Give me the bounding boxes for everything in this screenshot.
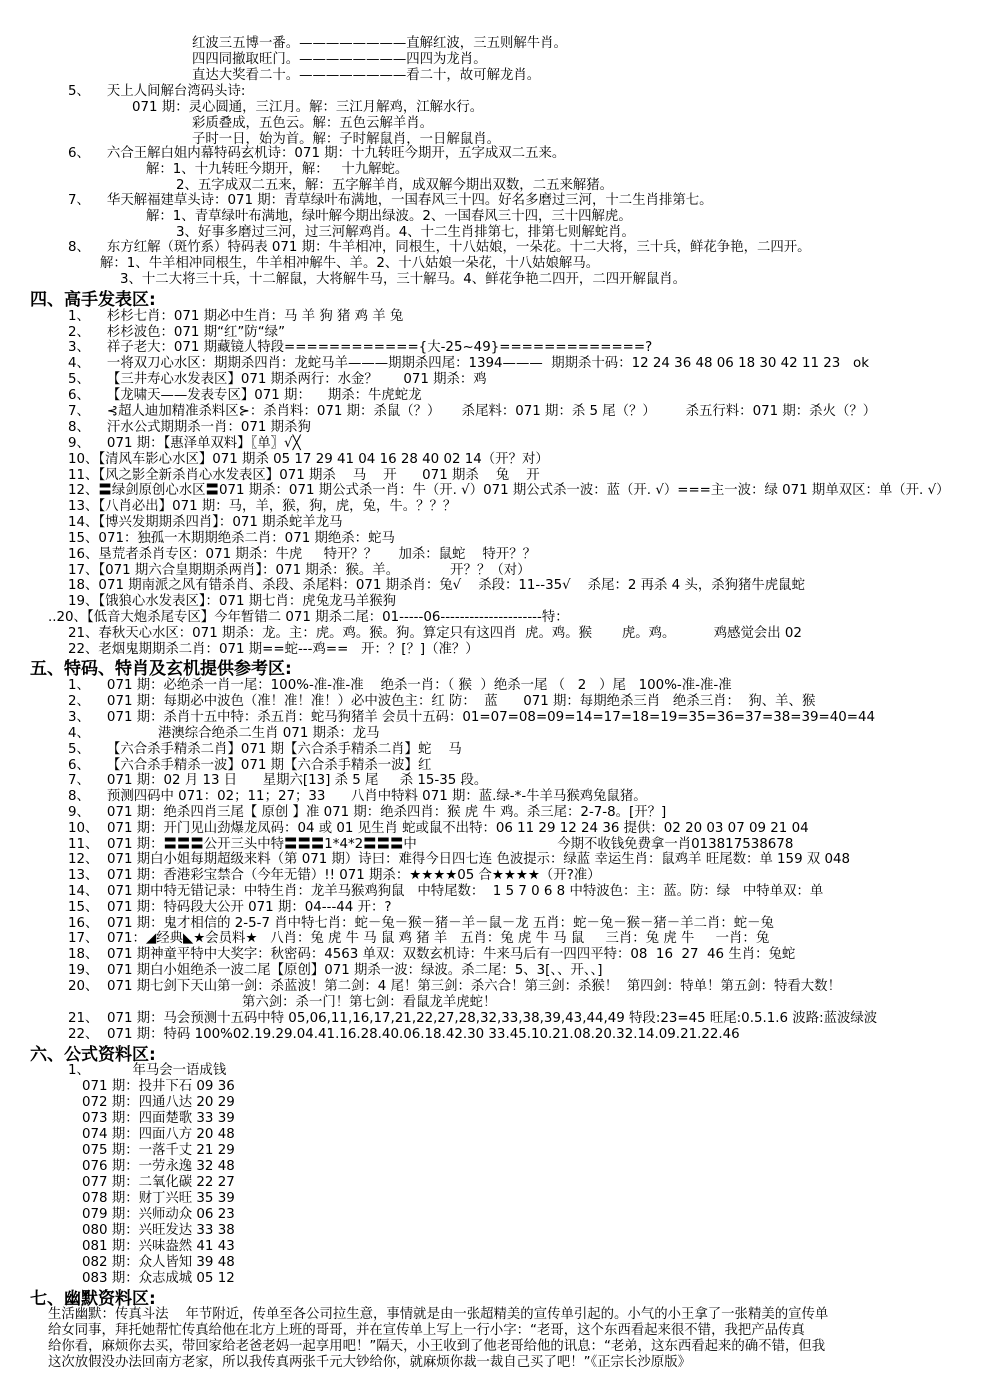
- text-line: 19、 071 期白小姐绝杀一波二尾【原创】071 期杀一波：绿波。杀二尾：5、3[、、开、、]: [68, 963, 603, 978]
- text-line: 3、好事多磨过三河，过三河解鸡肖。4、十二生肖排第七，排第七则解蛇肖。: [176, 225, 635, 240]
- text-line: 5、 【六合杀手精杀二肖】071 期【六合杀手精杀二肖】蛇 马: [68, 742, 462, 757]
- text-line: ..20、【低音大炮杀尾专区】今年暂错二 071 期杀二尾：01-----06---------------------特：: [48, 610, 569, 625]
- text-line: 075 期：一落千丈 21 29: [82, 1143, 235, 1158]
- text-line: 8、 东方红解（斑竹系）特码表 071 期：牛羊相冲，同根生，十八姑娘，一朵花。十二大将，三十兵，鲜花争艳，二四开。: [68, 240, 811, 255]
- text-line: 22、 071 期：特码 100%02.19.29.04.41.16.28.40.06.18.42.30 33.45.10.21.08.20.32.14.09.21.22.46: [68, 1027, 740, 1042]
- text-line: 3、 071 期：杀肖十五中特：杀五肖：蛇马狗猪羊 会员十五码：01=07=08=09=14=17=18=19=35=36=37=38=39=40=44: [68, 710, 876, 725]
- text-line: 2、 071 期：每期必中波色（准！准！准！）必中波色主：红 防： 蓝 071 期：每期绝杀三肖 绝杀三肖： 狗、羊、猴: [68, 694, 816, 709]
- text-line: 直达大奖看二十。————————看二十，故可解龙肖。: [192, 68, 541, 83]
- section-heading: 七、幽默资料区:: [30, 1289, 156, 1309]
- text-line: 079 期：兴师动众 06 23: [82, 1207, 235, 1222]
- section-heading: 五、特码、特肖及玄机提供参考区:: [30, 659, 292, 679]
- text-line: 074 期：四面八方 20 48: [82, 1127, 235, 1142]
- text-line: 15、 071 期：特码段大公开 071 期：04---44 开：?: [68, 900, 392, 915]
- text-line: 082 期：众人皆知 39 48: [82, 1255, 235, 1270]
- text-line: 3、 祥子老大：071 期藏镜人特段============{大-25~49}=============?: [68, 340, 653, 355]
- text-line: 4、 港澳综合绝杀二生肖 071 期杀：龙马: [68, 726, 380, 741]
- text-line: 10、【清风车影心水区】071 期杀 05 17 29 41 04 16 28 40 02 14（开？对）: [68, 452, 549, 467]
- text-line: 12、 071 期白小姐每期超级来料（第 071 期）诗曰：难得今日四七连 色波提示：绿蓝 幸运生肖：鼠鸡羊 旺尾数：单 159 双 048: [68, 852, 851, 867]
- text-line: 6、 六合王解白姐内幕特码玄机诗：071 期：十九转旺今期开，五字成双二五来。: [68, 146, 566, 161]
- text-line: 7、 华天解福建草头诗：071 期：青草绿叶布满地，一国春风三十四。好名多磨过三河，十二生肖排第七。: [68, 193, 713, 208]
- text-line: 4、 一将双刀心水区：期期杀四肖：龙蛇马羊———期期杀四尾：1394——— 期期杀十码：12 24 36 48 06 18 30 42 11 23 ok: [68, 356, 870, 371]
- text-line: 21、 071 期：马会预测十五码中特 05,06,11,16,17,21,22,27,28,32,33,38,39,43,44,49 特段:23=45 旺尾:0.5.1.6 波路:蓝波绿波: [68, 1011, 878, 1026]
- text-line: 14、 071 期中特无错记录：中特生肖：龙羊马猴鸡狗鼠 中特尾数： 1 5 7 0 6 8 中特波色：主：蓝。防：绿 中特单双：单: [68, 884, 824, 899]
- text-line: 1、 071 期：必绝杀一肖一尾：100%-准-准-准 绝杀一肖：（ 猴 ）绝杀一尾 （ 2 ）尾 100%-准-准-准: [68, 678, 732, 693]
- text-line: 生活幽默：传真斗法 年节附近，传单至各公司拉生意，事情就是由一张超精美的宣传单引起的。小气的小王拿了一张精美的宣传单: [48, 1307, 829, 1322]
- text-line: 6、 【龙啸天——发表专区】071 期： 期杀：牛虎蛇龙: [68, 388, 422, 403]
- text-line: 红波三五博一番。————————直解红波，三五则解牛肖。: [192, 36, 567, 51]
- text-line: 1、 年马会一语成钱: [68, 1063, 227, 1078]
- text-line: 13、【八肖必出】071 期：马，羊，猴，狗，虎，兔，牛。？？？: [68, 499, 457, 514]
- text-line: 083 期：众志成城 05 12: [82, 1271, 235, 1286]
- text-line: 14、【博兴发期期杀四肖】：071 期杀蛇羊龙马: [68, 515, 343, 530]
- text-line: 给女同事，拜托她帮忙传真给他在北方上班的哥哥，并在宣传单上写上一行小字：“老哥，这个东西看起来很不错，我把产品传真: [48, 1323, 805, 1338]
- text-line: 10、 071 期：开门见山劲爆龙凤码：04 或 01 见生肖 蛇或鼠不出特：06 11 29 12 24 36 提供：02 20 03 07 09 21 04: [68, 821, 809, 836]
- text-line: 081 期：兴味盎然 41 43: [82, 1239, 235, 1254]
- text-line: 7、 ⊰超人迪加精准杀料区⊱：杀肖料：071 期：杀鼠（？） 杀尾料：071 期：杀 5 尾（？） 杀五行料：071 期：杀火（？）: [68, 404, 877, 419]
- text-line: 15、071：独孤一木期期绝杀二肖：071 期绝杀：蛇马: [68, 531, 395, 546]
- text-line: 071 期：投井下石 09 36: [82, 1079, 235, 1094]
- text-line: 19、【饿狼心水发表区】：071 期七肖：虎兔龙马羊猴狗: [68, 594, 397, 609]
- text-line: 077 期：二氧化碳 22 27: [82, 1175, 235, 1190]
- text-line: 5、 天上人间解台湾码头诗:: [68, 84, 246, 99]
- text-line: 四四同撤取旺门。————————四四为龙肖。: [192, 52, 487, 67]
- text-line: 078 期：财丁兴旺 35 39: [82, 1191, 235, 1206]
- section-heading: 六、公式资料区:: [30, 1045, 156, 1065]
- text-line: 3、十二大将三十兵，十二解鼠，大将解牛马，三十解马。4、鲜花争艳二四开，二四开解鼠肖。: [120, 272, 687, 287]
- text-line: 072 期：四通八达 20 29: [82, 1095, 235, 1110]
- text-line: 16、垦荒者杀肖专区：071 期杀：牛虎 特开？？ 加杀：鼠蛇 特开？？: [68, 547, 536, 562]
- text-line: 13、 071 期：香港彩宝禁合（今年无错）!! 071 期杀：★★★★05 合★★★★（开?准）: [68, 868, 601, 883]
- section-heading: 四、高手发表区:: [30, 290, 156, 310]
- text-line: 1、 杉杉七肖：071 期必中生肖：马 羊 狗 猪 鸡 羊 兔: [68, 309, 404, 324]
- text-line: 076 期：一劳永逸 32 48: [82, 1159, 235, 1174]
- text-line: 8、 预测四码中 071：02；11；27；33 八肖中特料 071 期：蓝.绿-*-牛羊马猴鸡兔鼠猪。: [68, 789, 647, 804]
- text-line: 071 期：灵心圆通，三江月。解：三江月解鸡，江解水行。: [132, 100, 484, 115]
- text-line: 9、 071 期：绝杀四肖三尾【 原创 】准 071 期：绝杀四肖：猴 虎 牛 鸡。杀三尾：2-7-8。[开？]: [68, 805, 667, 820]
- text-line: 给你看，麻烦你去买，带回家给老爸老妈一起享用吧！”隔天，小王收到了他老哥给他的讯息：“老弟，这东西看起来的确不错，但我: [48, 1339, 826, 1354]
- text-line: 11、 071 期：〓〓〓公开三头中特〓〓〓1*4*2〓〓〓中 今期不收钱免费拿一肖013817538678: [68, 837, 794, 852]
- text-line: 11、【风之影全新杀肖心水发表区】071 期杀 马 开 071 期杀 兔 开: [68, 468, 540, 483]
- text-line: 080 期：兴旺发达 33 38: [82, 1223, 235, 1238]
- text-line: 解：1、青草绿叶布满地，绿叶解今期出绿波。2、一国春风三十四，三十四解虎。: [146, 209, 632, 224]
- text-line: 2、五字成双二五来，解：五字解羊肖，成双解今期出双数，二五来解猪。: [176, 178, 614, 193]
- text-line: 6、 【六合杀手精杀一波】071 期【六合杀手精杀一波】红: [68, 758, 432, 773]
- text-line: 18、 071 期神童平特中大奖字：秋密码：4563 单双：双数玄机诗：牛来马后有一四四平特：08 16 27 46 生肖：兔蛇: [68, 947, 796, 962]
- text-line: 12、〓绿剑原创心水区〓071 期杀：071 期公式杀一肖：牛（开. √）071 期公式杀一波：蓝（开. √）===主一波：绿 071 期单双区：单（开. √）: [68, 483, 950, 498]
- text-line: 9、 071 期：【惠泽单双料】〖单〗√╳: [68, 436, 301, 451]
- text-line: 这次放假没办法回南方老家，所以我传真两张千元大钞给你，就麻烦你裁一裁自己买了吧！”《正宗长沙原版》: [48, 1355, 691, 1370]
- text-line: 7、 071 期：02 月 13 日 星期六[13] 杀 5 尾 杀 15-35 段。: [68, 773, 488, 788]
- text-line: 16、 071 期：鬼才相信的 2-5-7 肖中特七肖：蛇－兔－猴－猪－羊－鼠－龙 五肖：蛇－兔－猴－猪－羊二肖：蛇－兔: [68, 916, 774, 931]
- text-line: 21、春秋天心水区：071 期杀：龙。主：虎。鸡。猴。狗。算定只有这四肖 虎。鸡。猴 虎。鸡。 鸡感觉会出 02: [68, 626, 802, 641]
- text-line: 彩质叠成，五色云。解：五色云解羊肖。: [192, 116, 434, 131]
- text-line: 子时一日，始为首。解：子时解鼠肖，一日解鼠肖。: [192, 132, 500, 147]
- text-line: 解：1、十九转旺今期开，解： 十九解蛇。: [146, 162, 409, 177]
- text-line: 5、 【三井寿心水发表区】071 期杀两行：水金？ 071 期杀：鸡: [68, 372, 487, 387]
- text-line: 18、071 期南派之风有错杀肖、杀段、杀尾料：071 期杀肖：兔√ 杀段：11--35√ 杀尾：2 再杀 4 头，杀狗猪牛虎鼠蛇: [68, 578, 805, 593]
- text-line: 17、 071：◢经典◣★会员料★ 八肖：兔 虎 牛 马 鼠 鸡 猪 羊 五肖：兔 虎 牛 马 鼠 三肖：兔 虎 牛 一肖：兔: [68, 931, 770, 946]
- text-line: 解：1、牛羊相冲同根生，牛羊相冲解牛、羊。2、十八姑娘一朵花，十八姑娘解马。: [100, 256, 600, 271]
- text-line: 8、 汗水公式期期杀一肖：071 期杀狗: [68, 420, 311, 435]
- text-line: 20、 071 期七剑下天山第一剑：杀蓝波！第二剑：4 尾！第三剑：杀六合！第三剑：杀猴！ 第四剑：特单！第五剑：特看大数！: [68, 979, 841, 994]
- text-line: 17、【071 期六合皇期期杀两肖】：071 期杀：猴。羊。 开？？（对）: [68, 563, 531, 578]
- text-line: 22、老烟鬼期期杀二肖：071 期==蛇---鸡== 开：？[？]（准？）: [68, 642, 479, 657]
- text-line: 2、 杉杉波色：071 期“红”防“绿”: [68, 325, 286, 340]
- text-line: 073 期：四面楚歌 33 39: [82, 1111, 235, 1126]
- text-line: 第六剑：杀一门！第七剑：看鼠龙羊虎蛇！: [242, 995, 497, 1010]
